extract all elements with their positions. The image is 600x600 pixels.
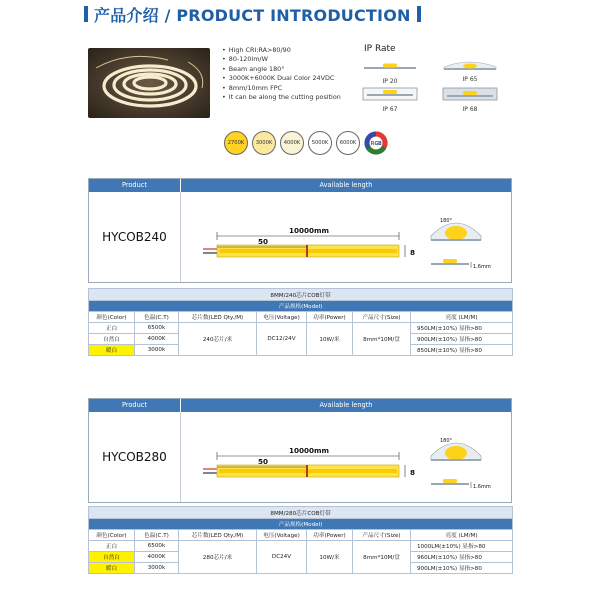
ip-67-item xyxy=(362,86,418,113)
strip-dimension-drawing xyxy=(181,412,511,502)
col-qty: 芯片数(LED Qty./M) xyxy=(179,530,257,541)
cut-length-label: 50 xyxy=(257,457,269,466)
cct-4000k: 4000K xyxy=(280,131,304,155)
cct-6000k: 6000K xyxy=(336,131,360,155)
spec-subtitle-row xyxy=(89,519,513,530)
rgb-letter-b: B xyxy=(378,140,382,147)
ip-68-label: IP 68 xyxy=(462,106,478,113)
bare-strip-icon xyxy=(362,63,418,73)
beam-angle-label: 180° xyxy=(440,438,453,444)
feature-item: • 3000K+6000K Dual Color 24VDC xyxy=(222,74,358,83)
feature-list xyxy=(222,46,358,102)
cell-qty: 240芯片/米 xyxy=(179,323,257,356)
rgb-letter-g: G xyxy=(374,140,379,147)
width-label: 8 xyxy=(410,468,416,477)
table-row xyxy=(89,323,513,334)
ip-20-item xyxy=(362,58,418,85)
cell-ct: 4000K xyxy=(135,552,179,563)
product-column-header: Product xyxy=(89,399,181,412)
spec-table-hycob240 xyxy=(88,288,513,356)
spec-header-row xyxy=(89,530,513,541)
length-column-header: Available length xyxy=(319,181,373,189)
ip-65-label: IP 65 xyxy=(462,76,478,83)
ip-65-item xyxy=(442,56,498,83)
col-power: 功率(Power) xyxy=(307,312,353,323)
spec-title-row xyxy=(89,507,513,519)
cell-lumen: 850LM(±10%) 显指>80 xyxy=(411,345,513,356)
beam-angle-label: 180° xyxy=(440,218,453,224)
table-row xyxy=(89,541,513,552)
ip-rate-title: IP Rate xyxy=(364,44,396,54)
strip-dimension-drawing xyxy=(181,192,511,282)
product-panel-header xyxy=(89,399,511,412)
sleeve-strip-icon xyxy=(362,87,418,101)
spec-subtitle: 产品规格(Model) xyxy=(89,519,513,530)
col-size: 产品尺寸(Size) xyxy=(353,312,411,323)
spec-title-row xyxy=(89,289,513,301)
product-panel-body xyxy=(89,192,511,282)
col-size: 产品尺寸(Size) xyxy=(353,530,411,541)
col-qty: 芯片数(LED Qty./M) xyxy=(179,312,257,323)
feature-item: • It can be along the cutting position xyxy=(222,93,358,102)
cell-ct: 3000k xyxy=(135,563,179,574)
color-temperature-options xyxy=(224,131,388,155)
cell-lumen: 950LM(±10%) 显指>80 xyxy=(411,323,513,334)
page-header xyxy=(84,4,421,24)
cell-lumen: 900LM(±10%) 显指>80 xyxy=(411,563,513,574)
cell-lumen: 960LM(±10%) 显指>80 xyxy=(411,552,513,563)
length-column-header: Available length xyxy=(319,401,373,409)
width-label: 8 xyxy=(410,248,416,257)
col-voltage: 电压(Voltage) xyxy=(257,530,307,541)
col-ct: 色温(C.T) xyxy=(135,312,179,323)
cell-ct: 3000k xyxy=(135,345,179,356)
header-bar-left xyxy=(84,6,88,22)
cell-color: 暖白 xyxy=(89,563,135,574)
cell-ct: 6500k xyxy=(135,323,179,334)
cell-color: 自然白 xyxy=(89,552,135,563)
spec-title: 8MM/240芯片COB灯带 xyxy=(89,289,513,301)
cell-power: 10W/米 xyxy=(307,323,353,356)
cell-size: 8mm*10M/盘 xyxy=(353,541,411,574)
rgb-color-icon xyxy=(364,131,388,155)
rgb-letter-r: R xyxy=(370,140,375,147)
col-power: 功率(Power) xyxy=(307,530,353,541)
cell-ct: 4000K xyxy=(135,334,179,345)
feature-item: • High CRI:RA>80/90 xyxy=(222,46,358,55)
product-model: HYCOB280 xyxy=(89,412,181,502)
col-ct: 色温(C.T) xyxy=(135,530,179,541)
spec-table-hycob280 xyxy=(88,506,513,574)
spec-subtitle-row xyxy=(89,301,513,312)
cell-voltage: DC24V xyxy=(257,541,307,574)
length-label: 10000mm xyxy=(289,226,329,235)
spec-subtitle: 产品规格(Model) xyxy=(89,301,513,312)
cell-color: 自然白 xyxy=(89,334,135,345)
spec-header-row xyxy=(89,312,513,323)
coated-strip-icon xyxy=(442,59,498,71)
product-panel-body xyxy=(89,412,511,502)
length-label: 10000mm xyxy=(289,446,329,455)
cell-size: 8mm*10M/盘 xyxy=(353,323,411,356)
cct-5000k: 5000K xyxy=(308,131,332,155)
col-color: 颜色(Color) xyxy=(89,530,135,541)
cell-color: 正白 xyxy=(89,541,135,552)
potted-strip-icon xyxy=(442,87,498,101)
product-panel-hycob240 xyxy=(88,178,512,283)
cct-2700k: 2700K xyxy=(224,131,248,155)
strip-diagram xyxy=(181,412,511,502)
feature-item: • Beam angle 180° xyxy=(222,65,358,74)
ip-67-label: IP 67 xyxy=(382,106,398,113)
col-color: 颜色(Color) xyxy=(89,312,135,323)
cell-voltage: DC12/24V xyxy=(257,323,307,356)
cell-ct: 6500k xyxy=(135,541,179,552)
header-bar-right xyxy=(417,6,421,22)
cell-lumen: 1000LM(±10%) 显指>80 xyxy=(411,541,513,552)
product-panel-header xyxy=(89,179,511,192)
product-panel-hycob280 xyxy=(88,398,512,503)
cell-lumen: 900LM(±10%) 显指>80 xyxy=(411,334,513,345)
feature-item: • 80-120lm/W xyxy=(222,55,358,64)
ip-68-item xyxy=(442,86,498,113)
spec-title: 8MM/280芯片COB灯带 xyxy=(89,507,513,519)
thickness-label: 1.6mm xyxy=(473,264,491,270)
cell-color: 正白 xyxy=(89,323,135,334)
col-voltage: 电压(Voltage) xyxy=(257,312,307,323)
product-model: HYCOB240 xyxy=(89,192,181,282)
cct-3000k: 3000K xyxy=(252,131,276,155)
cell-qty: 280芯片/米 xyxy=(179,541,257,574)
thickness-label: 1.6mm xyxy=(473,484,491,490)
cell-power: 10W/米 xyxy=(307,541,353,574)
cut-length-label: 50 xyxy=(257,237,269,246)
col-lumen: 亮度 (LM/M) xyxy=(411,312,513,323)
page-title: 产品介绍 / PRODUCT INTRODUCTION xyxy=(94,5,411,25)
col-lumen: 亮度 (LM/M) xyxy=(411,530,513,541)
product-photo xyxy=(88,48,210,118)
product-column-header: Product xyxy=(89,179,181,192)
ip-20-label: IP 20 xyxy=(382,78,398,85)
cell-color: 暖白 xyxy=(89,345,135,356)
feature-item: • 8mm/10mm FPC xyxy=(222,84,358,93)
strip-diagram xyxy=(181,192,511,282)
